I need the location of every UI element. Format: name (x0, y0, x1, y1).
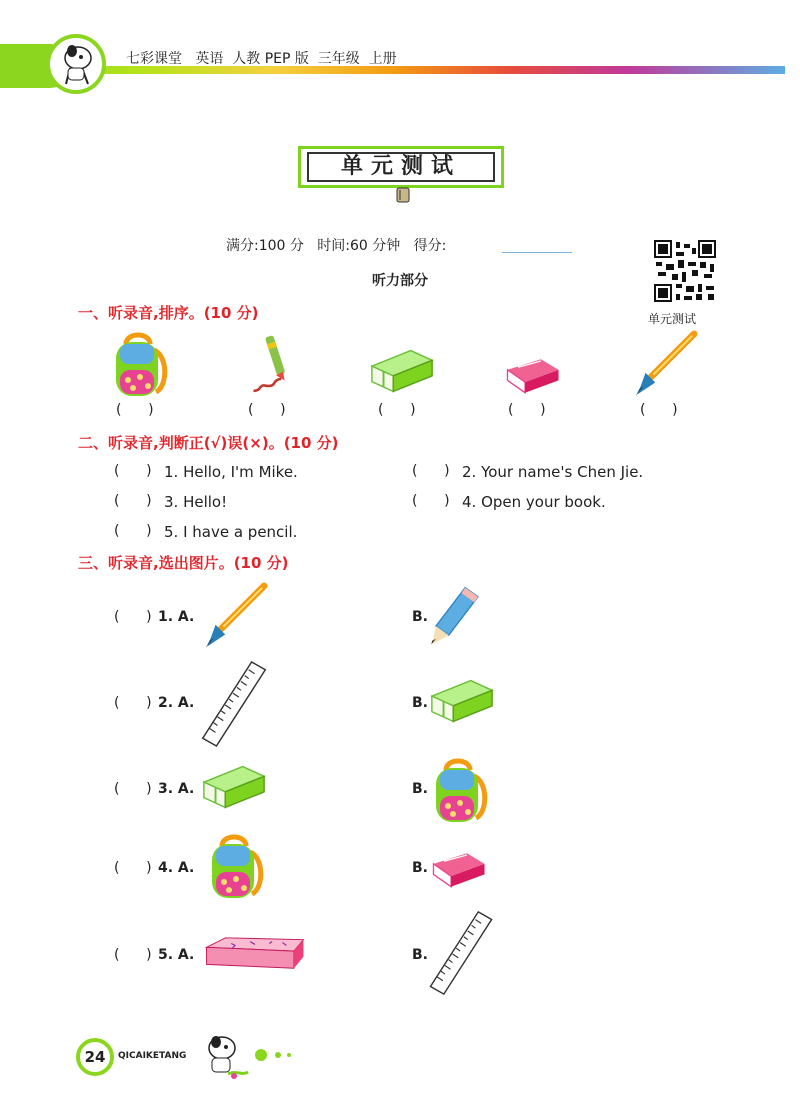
statement-2: 2. Your name's Chen Jie. (462, 463, 644, 481)
schoolbag-icon (428, 756, 488, 826)
title-tag-icon (394, 186, 412, 204)
statement-1: 1. Hello, I'm Mike. (164, 463, 298, 481)
answer-blank[interactable]: ( ) (640, 402, 678, 418)
header-title: 七彩课堂 英语 人教 PEP 版 三年级 上册 (126, 51, 397, 67)
option-a-label: 5. A. (158, 947, 195, 963)
statement-5: 5. I have a pencil. (164, 523, 298, 541)
option-b-label: B. (412, 947, 428, 963)
qr-caption: 单元测试 (648, 312, 697, 326)
option-a-label: 4. A. (158, 860, 195, 876)
statement-3: 3. Hello! (164, 493, 228, 511)
option-a-label: 1. A. (158, 609, 195, 625)
option-b-label: B. (412, 860, 428, 876)
mascot-badge (46, 34, 106, 94)
answer-blank[interactable]: ( ) (114, 493, 152, 509)
score-line: 满分:100 分 时间:60 分钟 得分: (226, 238, 447, 254)
page-title: 单元测试 (340, 154, 461, 179)
answer-blank[interactable]: ( ) (114, 609, 152, 625)
section3-title: 三、听录音,选出图片。(10 分) (78, 554, 289, 572)
option-b-label: B. (412, 695, 428, 711)
answer-blank[interactable]: ( ) (114, 947, 152, 963)
listening-heading: 听力部分 (372, 273, 428, 289)
eraser-icon (200, 762, 268, 812)
option-a-label: 2. A. (158, 695, 195, 711)
statement-4: 4. Open your book. (462, 493, 606, 511)
qr-code-icon[interactable] (654, 240, 716, 302)
pencil-box-icon (202, 934, 308, 972)
answer-blank[interactable]: ( ) (508, 402, 546, 418)
option-b-label: B. (412, 609, 428, 625)
answer-blank[interactable]: ( ) (248, 402, 286, 418)
pen-icon (630, 330, 698, 398)
decorative-dots-icon (254, 1048, 294, 1062)
answer-blank[interactable]: ( ) (114, 860, 152, 876)
option-a-label: 3. A. (158, 781, 195, 797)
answer-blank[interactable]: ( ) (378, 402, 416, 418)
footer-brand: QICAIKETANG (118, 1051, 187, 1061)
schoolbag-icon (108, 330, 168, 400)
page-number: 24 (76, 1038, 114, 1076)
eraser-icon (368, 346, 436, 396)
pen-icon (200, 582, 268, 650)
panda-mascot-icon (198, 1032, 252, 1082)
ruler-icon (200, 660, 270, 748)
book-icon (428, 848, 490, 892)
book-icon (502, 354, 564, 398)
section1-title: 一、听录音,排序。(10 分) (78, 304, 259, 322)
answer-blank[interactable]: ( ) (114, 781, 152, 797)
eraser-icon (428, 676, 496, 726)
schoolbag-icon (204, 832, 264, 902)
pencil-icon (428, 584, 484, 648)
answer-blank[interactable]: ( ) (114, 523, 152, 539)
answer-blank[interactable]: ( ) (114, 695, 152, 711)
panda-mascot-icon (50, 38, 102, 90)
ruler-icon (428, 910, 496, 996)
crayon-icon (250, 330, 302, 398)
answer-blank[interactable]: ( ) (114, 463, 152, 479)
option-b-label: B. (412, 781, 428, 797)
score-blank[interactable] (502, 252, 572, 253)
answer-blank[interactable]: ( ) (412, 463, 450, 479)
answer-blank[interactable]: ( ) (412, 493, 450, 509)
section2-title: 二、听录音,判断正(√)误(×)。(10 分) (78, 434, 339, 452)
answer-blank[interactable]: ( ) (116, 402, 154, 418)
